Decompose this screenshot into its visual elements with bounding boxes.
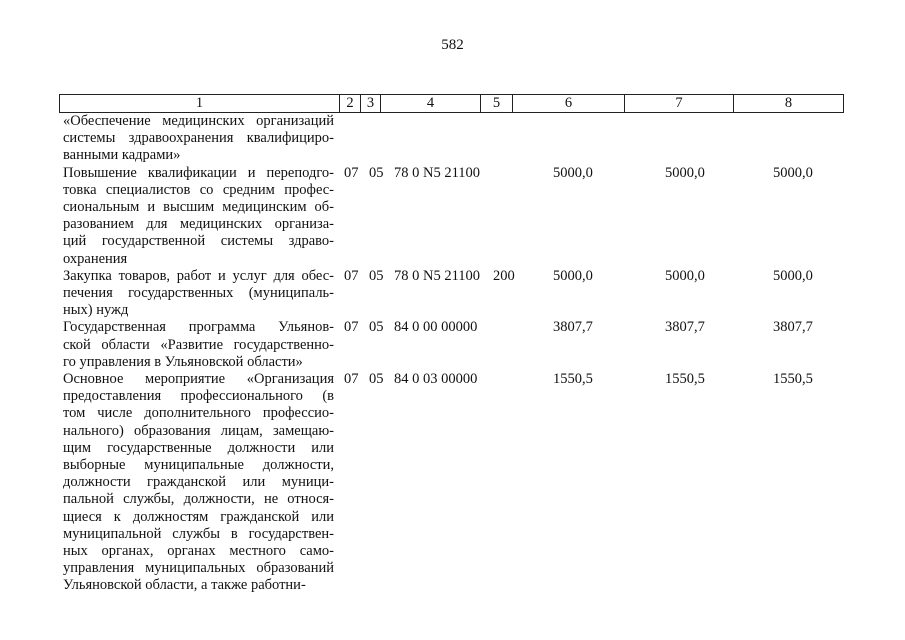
description-line: предоставления профессионального (в (63, 388, 334, 405)
description-line: нального) образования лицам, замещаю- (63, 422, 334, 439)
description-line: «Обеспечение медицинских организаций (63, 113, 334, 129)
description-line: охранения (63, 250, 128, 267)
cell-col-8: 1550,5 (773, 371, 813, 387)
description-line: ванными кадрами» (63, 147, 181, 164)
description-line: печения государственных (муниципаль- (63, 284, 334, 301)
cell-col-3: 05 (369, 164, 384, 181)
description-line: Государственная программа Ульянов- (63, 319, 334, 336)
description-line: муниципальной службы в государствен- (63, 525, 334, 542)
description-line: выборные муниципальные должности, (63, 456, 334, 473)
description-line: управления муниципальных образований (63, 560, 334, 577)
description-line: ций государственной системы здраво- (63, 233, 334, 250)
cell-col-4: 84 0 03 00000 (394, 371, 478, 387)
cell-col-3: 05 (369, 319, 384, 336)
column-header-2: 2 (340, 95, 361, 113)
cell-col-8: 5000,0 (773, 164, 813, 181)
column-header-1: 1 (60, 95, 340, 113)
column-header-5: 5 (481, 95, 513, 113)
cell-col-8: 3807,7 (773, 319, 813, 336)
description-line: щиеся к должностям гражданской или (63, 508, 334, 525)
cell-col-8: 5000,0 (773, 267, 813, 284)
cell-col-6: 3807,7 (553, 319, 593, 336)
cell-col-7: 5000,0 (665, 267, 705, 284)
row-description (63, 268, 334, 320)
description-line: пальной службы, должности, не относя- (63, 491, 334, 508)
cell-col-6: 5000,0 (553, 267, 593, 284)
description-line: Ульяновской области, а также работни- (63, 577, 306, 594)
cell-col-3: 05 (369, 371, 384, 387)
column-header-4: 4 (381, 95, 481, 113)
cell-col-6: 1550,5 (553, 371, 593, 387)
cell-col-3: 05 (369, 267, 384, 284)
description-line: Повышение квалификации и переподго- (63, 164, 334, 181)
description-line: должности гражданской или муници- (63, 474, 334, 491)
column-header-6: 6 (513, 95, 625, 113)
cell-col-4: 78 0 N5 21100 (394, 267, 481, 284)
description-line: щим государственные должности или (63, 439, 334, 456)
cell-col-2: 07 (344, 267, 359, 284)
description-line: ской области «Развитие государственно- (63, 336, 334, 353)
page-number: 582 (441, 37, 464, 53)
row-description (63, 113, 334, 165)
description-line: том числе дополнительного профессио- (63, 405, 334, 422)
description-line: Закупка товаров, работ и услуг для обес- (63, 267, 334, 284)
description-line: ных) нужд (63, 302, 129, 319)
description-line: сиональным и высшим медицинским об- (63, 198, 334, 215)
description-line: разованием для медицинских организа- (63, 216, 334, 233)
description-line: товка специалистов со средним профес- (63, 181, 334, 198)
cell-col-7: 1550,5 (665, 371, 705, 387)
description-line: системы здравоохранения квалифициро- (63, 130, 334, 147)
description-line: го управления в Ульяновской области» (63, 353, 303, 370)
cell-col-4: 84 0 00 00000 (394, 319, 478, 336)
description-line: Основное мероприятие «Организация (63, 371, 334, 387)
row-description (63, 319, 334, 371)
column-header-8: 8 (734, 95, 844, 113)
column-header-7: 7 (625, 95, 734, 113)
cell-col-2: 07 (344, 319, 359, 336)
cell-col-2: 07 (344, 371, 359, 387)
row-description (63, 371, 334, 594)
cell-col-7: 3807,7 (665, 319, 705, 336)
cell-col-5: 200 (493, 267, 515, 284)
cell-col-2: 07 (344, 164, 359, 181)
cell-col-4: 78 0 N5 21100 (394, 164, 481, 181)
cell-col-7: 5000,0 (665, 164, 705, 181)
cell-col-6: 5000,0 (553, 164, 593, 181)
description-line: ных органах, органах местного само- (63, 542, 334, 559)
column-header-3: 3 (361, 95, 381, 113)
row-description (63, 165, 334, 268)
